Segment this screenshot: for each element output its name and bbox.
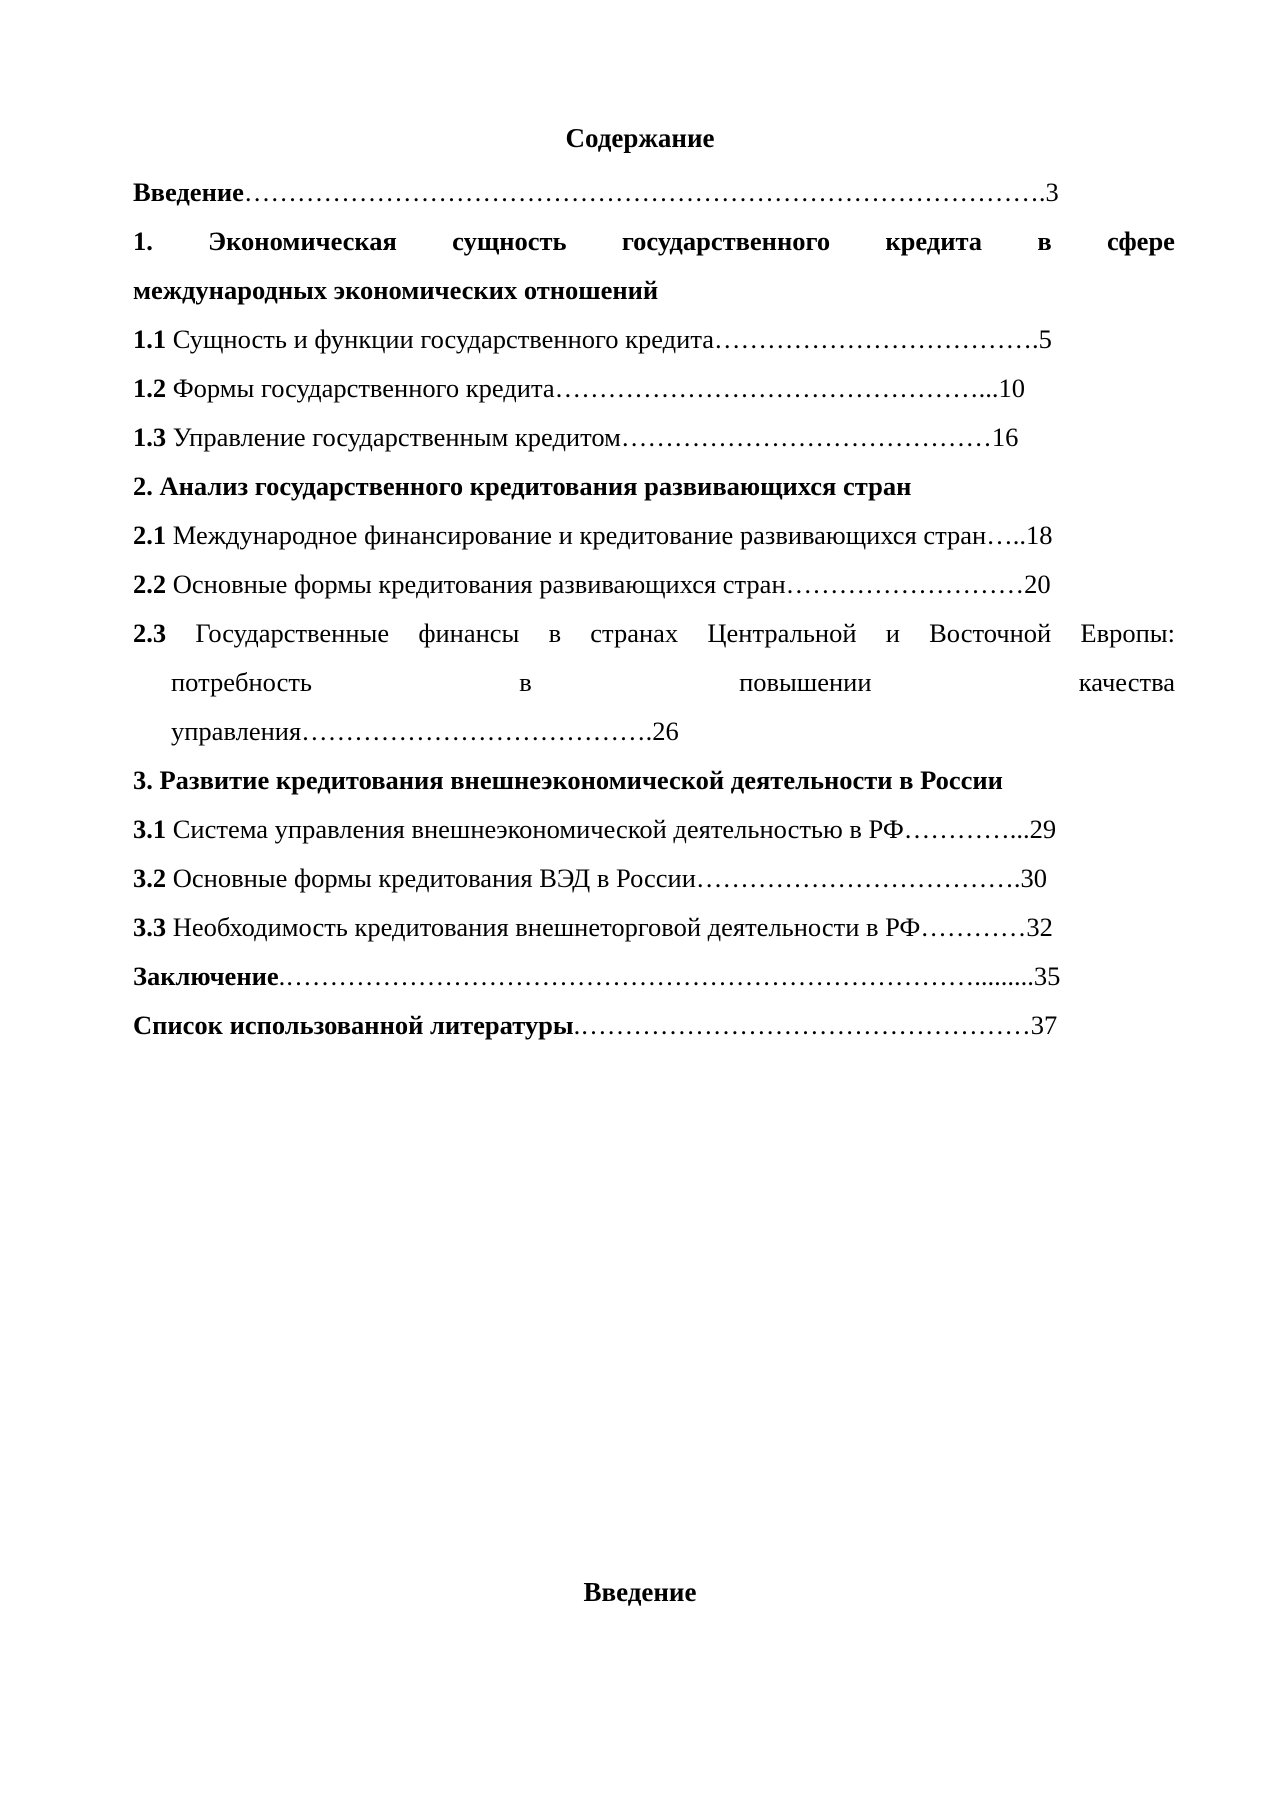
toc-entry-2-1: [133, 511, 1175, 560]
toc-entry-number: 1.3: [133, 422, 167, 452]
toc-entry-2-2: [133, 560, 1175, 609]
section-title-intro: Введение: [583, 1577, 697, 1607]
toc-entry-references: [133, 1001, 1175, 1050]
toc-entry-1-3: [133, 413, 1175, 462]
toc-word: финансы: [418, 618, 520, 648]
toc-word: Центральной: [707, 618, 857, 648]
toc-entry-text: Основные формы кредитования ВЭД в России……………………………….30: [166, 863, 1048, 893]
toc-entry-2-3-line-1: [133, 609, 1175, 658]
toc-entry-leader: .……………………………………………37: [573, 1010, 1058, 1040]
toc-entry-number: 3.2: [133, 863, 167, 893]
toc-section-3-heading: 3. Развитие кредитования внешнеэкономической деятельности в России: [133, 765, 1003, 795]
toc-entry-number: 3.1: [133, 814, 167, 844]
toc-section-1-line-2: международных экономических отношений: [133, 275, 659, 305]
toc-entry-intro: [133, 168, 1175, 217]
toc-word: государственного: [621, 226, 831, 256]
toc-section-1-line-1: [133, 217, 1175, 266]
toc-word: 1.: [133, 226, 153, 256]
toc-entry-number: 2.2: [133, 569, 167, 599]
toc-entry-3-1: [133, 805, 1175, 854]
toc-entry-label: Заключение: [133, 961, 279, 991]
toc-word: повышении: [739, 667, 872, 697]
toc-entry-label: Введение: [133, 177, 244, 207]
toc-entry-text: Необходимость кредитования внешнеторговой деятельности в РФ…………32: [166, 912, 1053, 942]
toc-entry-conclusion: [133, 952, 1175, 1001]
toc-word: сфере: [1106, 226, 1175, 256]
table-of-contents: [133, 168, 1175, 1050]
toc-entry-3-3: [133, 903, 1175, 952]
toc-entry-text: Управление государственным кредитом……………………………………16: [166, 422, 1019, 452]
toc-section-2-heading: 2. Анализ государственного кредитования развивающихся стран: [133, 471, 912, 501]
toc-title: Содержание: [565, 123, 715, 153]
toc-word: в: [548, 618, 562, 648]
toc-entry-number: 1.2: [133, 373, 167, 403]
toc-entry-1-2: [133, 364, 1175, 413]
toc-entry-leader: ……………………………………………………………………………….3: [243, 177, 1059, 207]
toc-word: Государственные: [195, 618, 390, 648]
toc-word: в: [1037, 226, 1052, 256]
toc-entry-1-1: [133, 315, 1175, 364]
toc-entry-text: Формы государственного кредита…………………………………………...10: [166, 373, 1025, 403]
toc-entry-text: Основные формы кредитования развивающихся стран………………………20: [166, 569, 1051, 599]
toc-word: качества: [1078, 667, 1175, 697]
toc-entry-text: Международное финансирование и кредитование развивающихся стран…..18: [166, 520, 1053, 550]
toc-entry-label: Список использованной литературы: [133, 1010, 574, 1040]
toc-word: кредита: [885, 226, 983, 256]
toc-word: странах: [590, 618, 679, 648]
toc-word: в: [519, 667, 532, 697]
toc-word: потребность: [171, 667, 313, 697]
toc-word: Экономическая: [208, 226, 397, 256]
toc-entry-number: 2.3: [133, 618, 167, 648]
toc-word: сущность: [452, 226, 567, 256]
toc-entry-number: 1.1: [133, 324, 167, 354]
toc-section-1-heading: [133, 217, 1175, 315]
toc-entry-2-3-line-3: управления………………………………….26: [171, 716, 679, 746]
toc-entry-2-3-line-2: [133, 658, 1175, 707]
toc-entry-text: Сущность и функции государственного кредита……………………………….5: [166, 324, 1052, 354]
toc-entry-text: Система управления внешнеэкономической деятельностью в РФ…………...29: [166, 814, 1057, 844]
toc-word: Восточной: [929, 618, 1052, 648]
toc-entry-3-2: [133, 854, 1175, 903]
toc-entry-number: 2.1: [133, 520, 167, 550]
toc-entry-leader: .…………………………………………………………………….........35: [278, 961, 1061, 991]
toc-word: и: [885, 618, 900, 648]
toc-entry-number: 3.3: [133, 912, 167, 942]
toc-word: Европы:: [1080, 618, 1175, 648]
